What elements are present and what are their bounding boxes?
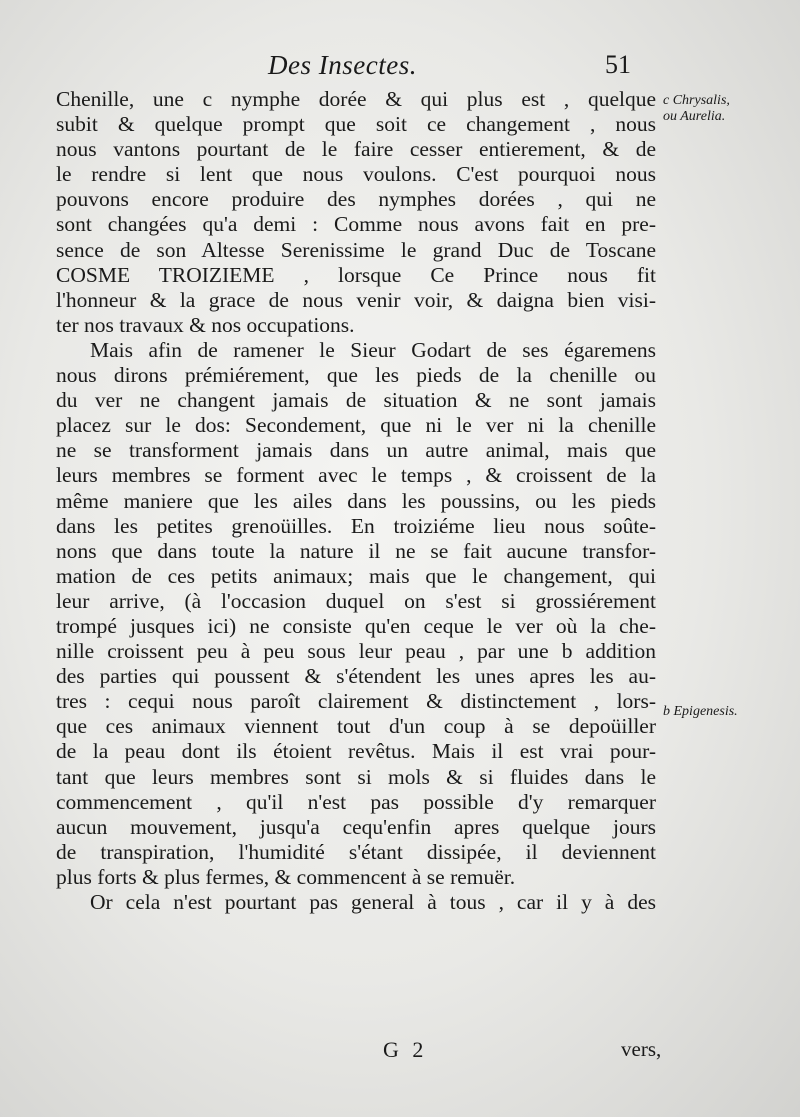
body-text (56, 87, 656, 915)
text-line: ter nos travaux & nos occupations. (56, 312, 355, 337)
text-line: dans les petites grenoüilles. En troiziéme lieu nous soûte- (56, 513, 656, 538)
text-line: leurs membres se forment avec le temps , & croissent de la (56, 463, 656, 488)
text-line: ne se transforment jamais dans un autre animal, mais que (56, 438, 656, 463)
text-line: que ces animaux viennent tout d'un coup à se depoüiller (56, 714, 656, 739)
text-line: tant que leurs membres sont si mols & si fluides dans le (56, 764, 656, 789)
text-line: trompé jusques ici) ne consiste qu'en ceque le ver où la che- (56, 613, 656, 638)
text-line: pouvons encore produire des nymphes dorées , qui ne (56, 187, 656, 212)
text-line: COSME TROIZIEME , lorsque Ce Prince nous fit (56, 262, 656, 287)
text-line: Or cela n'est pourtant pas general à tous , car il y à des (90, 890, 656, 914)
text-line: sence de son Altesse Serenissime le grand Duc de Toscane (56, 237, 656, 262)
text-line: de transpiration, l'humidité s'étant dissipée, il deviennent (56, 839, 656, 864)
text-line: Chenille, une c nymphe dorée & qui plus est , quelque (56, 87, 656, 111)
text-line: mation de ces petits animaux; mais que le changement, qui (56, 563, 656, 588)
margin-note-b: b Epigenesis. (663, 704, 738, 719)
text-line: nous vantons pourtant de le faire cesser entierement, & de (56, 137, 656, 162)
text-line: des parties qui poussent & s'étendent les unes apres les au- (56, 664, 656, 689)
page-number: 51 (605, 50, 631, 79)
text-line: de la peau dont ils étoient revêtus. Mais il est vrai pour- (56, 739, 656, 764)
text-line: tres : cequi nous paroît clairement & distinctement , lors- (56, 689, 656, 714)
page-footer (0, 1037, 800, 1077)
text-line: l'honneur & la grace de nous venir voir, & daigna bien visi- (56, 287, 656, 312)
text-line: nons que dans toute la nature il ne se fait aucune transfor- (56, 538, 656, 563)
text-line: même maniere que les ailes dans les poussins, ou les pieds (56, 488, 656, 513)
text-line: subit & quelque prompt que soit ce changement , nous (56, 112, 656, 137)
text-line: aucun mouvement, jusqu'a cequ'enfin apres quelque jours (56, 814, 656, 839)
running-title: Des Insectes. (268, 50, 417, 80)
text-line: leur arrive, (à l'occasion duquel on s'est si grossiérement (56, 588, 656, 613)
text-line: commencement , qu'il n'est pas possible d'y remarquer (56, 789, 656, 814)
catchword: vers, (621, 1037, 662, 1061)
text-line: nous dirons prémiérement, que les pieds de la chenille ou (56, 363, 656, 388)
margin-note-c: c Chrysalis, ou Aurelia. (663, 93, 730, 124)
text-line: du ver ne changent jamais de situation & ne sont jamais (56, 388, 656, 413)
text-line: Mais afin de ramener le Sieur Godart de ses égaremens (90, 337, 656, 362)
signature-mark: G 2 (383, 1037, 428, 1062)
text-line: sont changées qu'a demi : Comme nous avons fait en pre- (56, 212, 656, 237)
text-line: plus forts & plus fermes, & commencent à se remuër. (56, 864, 516, 889)
text-line: placez sur le dos: Secondement, que ni le ver ni la chenille (56, 413, 656, 438)
text-line: le rendre si lent que nous voulons. C'est pourquoi nous (56, 162, 656, 187)
text-line: nille croissent peu à peu sous leur peau , par une b addition (56, 639, 656, 664)
page-header (0, 50, 800, 84)
